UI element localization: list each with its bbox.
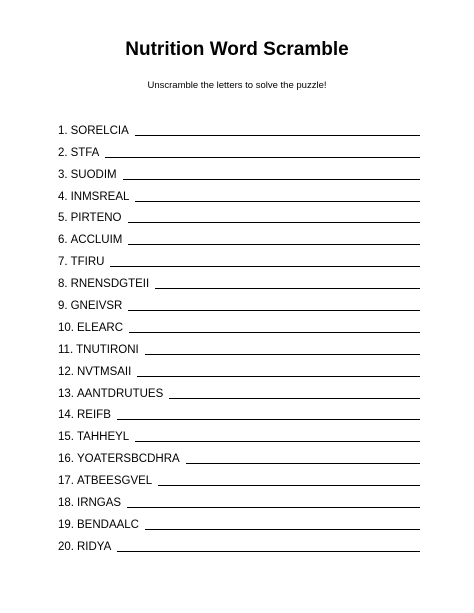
puzzle-number: 8.: [58, 278, 68, 291]
scrambled-word: ELEARC: [77, 321, 124, 334]
puzzle-row: [58, 401, 420, 423]
puzzle-row: [58, 182, 420, 204]
scrambled-word: AANTDRUTUES: [77, 387, 164, 400]
puzzle-number: 15.: [58, 431, 74, 444]
answer-line[interactable]: [145, 353, 420, 355]
puzzle-number: 7.: [58, 256, 68, 269]
answer-line[interactable]: [169, 397, 420, 399]
answer-line[interactable]: [137, 375, 420, 377]
puzzle-number: 18.: [58, 497, 74, 510]
puzzle-number: 5.: [58, 212, 68, 225]
scrambled-word: SORELCIA: [70, 124, 129, 137]
puzzle-row: [58, 488, 420, 510]
puzzle-number: 14.: [58, 409, 74, 422]
puzzle-row: [58, 116, 420, 138]
answer-line[interactable]: [117, 550, 420, 552]
worksheet-subtitle: Unscramble the letters to solve the puzzle!: [147, 80, 327, 91]
answer-line[interactable]: [145, 528, 420, 530]
puzzle-row: [58, 160, 420, 182]
scrambled-word: BENDAALC: [77, 518, 139, 531]
answer-line[interactable]: [123, 178, 420, 180]
puzzle-row: [58, 357, 420, 379]
answer-line[interactable]: [110, 265, 420, 267]
puzzle-number: 11.: [58, 343, 74, 356]
answer-line[interactable]: [128, 243, 420, 245]
answer-line[interactable]: [155, 287, 420, 289]
puzzle-number: 20.: [58, 540, 74, 553]
scrambled-word: INMSREAL: [70, 190, 130, 203]
answer-line[interactable]: [135, 440, 420, 442]
scrambled-word: ATBEESGVEL: [77, 475, 153, 488]
scrambled-word: RNENSDGTEII: [70, 278, 150, 291]
puzzle-row: [58, 291, 420, 313]
scrambled-word: NVTMSAII: [77, 365, 132, 378]
scrambled-word: TNUTIRONI: [76, 343, 139, 356]
puzzle-number: 17.: [58, 475, 74, 488]
puzzle-number: 10.: [58, 321, 74, 334]
answer-line[interactable]: [128, 221, 420, 223]
worksheet-title: Nutrition Word Scramble: [125, 39, 349, 60]
puzzle-row: [58, 379, 420, 401]
scrambled-word: IRNGAS: [77, 497, 122, 510]
puzzle-row: [58, 466, 420, 488]
scrambled-word: YOATERSBCDHRA: [77, 453, 180, 466]
puzzle-number: 4.: [58, 190, 68, 203]
puzzle-number: 16.: [58, 453, 74, 466]
answer-line[interactable]: [127, 506, 420, 508]
answer-line[interactable]: [129, 331, 420, 333]
puzzle-row: [58, 422, 420, 444]
answer-line[interactable]: [135, 134, 420, 136]
puzzle-number: 13.: [58, 387, 74, 400]
puzzle-number: 2.: [58, 146, 68, 159]
answer-line[interactable]: [158, 484, 420, 486]
scrambled-word: TFIRU: [70, 256, 105, 269]
puzzle-row: [58, 510, 420, 532]
scrambled-word: TAHHEYL: [77, 431, 130, 444]
puzzle-number: 9.: [58, 300, 68, 313]
answer-line[interactable]: [117, 418, 420, 420]
scrambled-word: STFA: [70, 146, 100, 159]
puzzle-row: [58, 247, 420, 269]
puzzle-number: 12.: [58, 365, 74, 378]
scrambled-word: RIDYA: [77, 540, 112, 553]
puzzle-number: 19.: [58, 518, 74, 531]
puzzle-row: [58, 313, 420, 335]
answer-line[interactable]: [128, 309, 420, 311]
puzzle-row: [58, 444, 420, 466]
puzzle-number: 6.: [58, 234, 68, 247]
scrambled-word: PIRTENO: [70, 212, 122, 225]
puzzle-row: [58, 225, 420, 247]
answer-line[interactable]: [186, 462, 420, 464]
scrambled-word: REIFB: [77, 409, 111, 422]
answer-line[interactable]: [105, 156, 420, 158]
puzzle-row: [58, 269, 420, 291]
puzzle-list: [58, 116, 420, 554]
puzzle-row: [58, 335, 420, 357]
scrambled-word: SUODIM: [70, 168, 117, 181]
puzzle-row: [58, 138, 420, 160]
scrambled-word: ACCLUIM: [70, 234, 123, 247]
answer-line[interactable]: [135, 200, 420, 202]
scrambled-word: GNEIVSR: [70, 300, 123, 313]
puzzle-number: 1.: [58, 124, 68, 137]
puzzle-row: [58, 204, 420, 226]
puzzle-row: [58, 532, 420, 554]
puzzle-number: 3.: [58, 168, 68, 181]
